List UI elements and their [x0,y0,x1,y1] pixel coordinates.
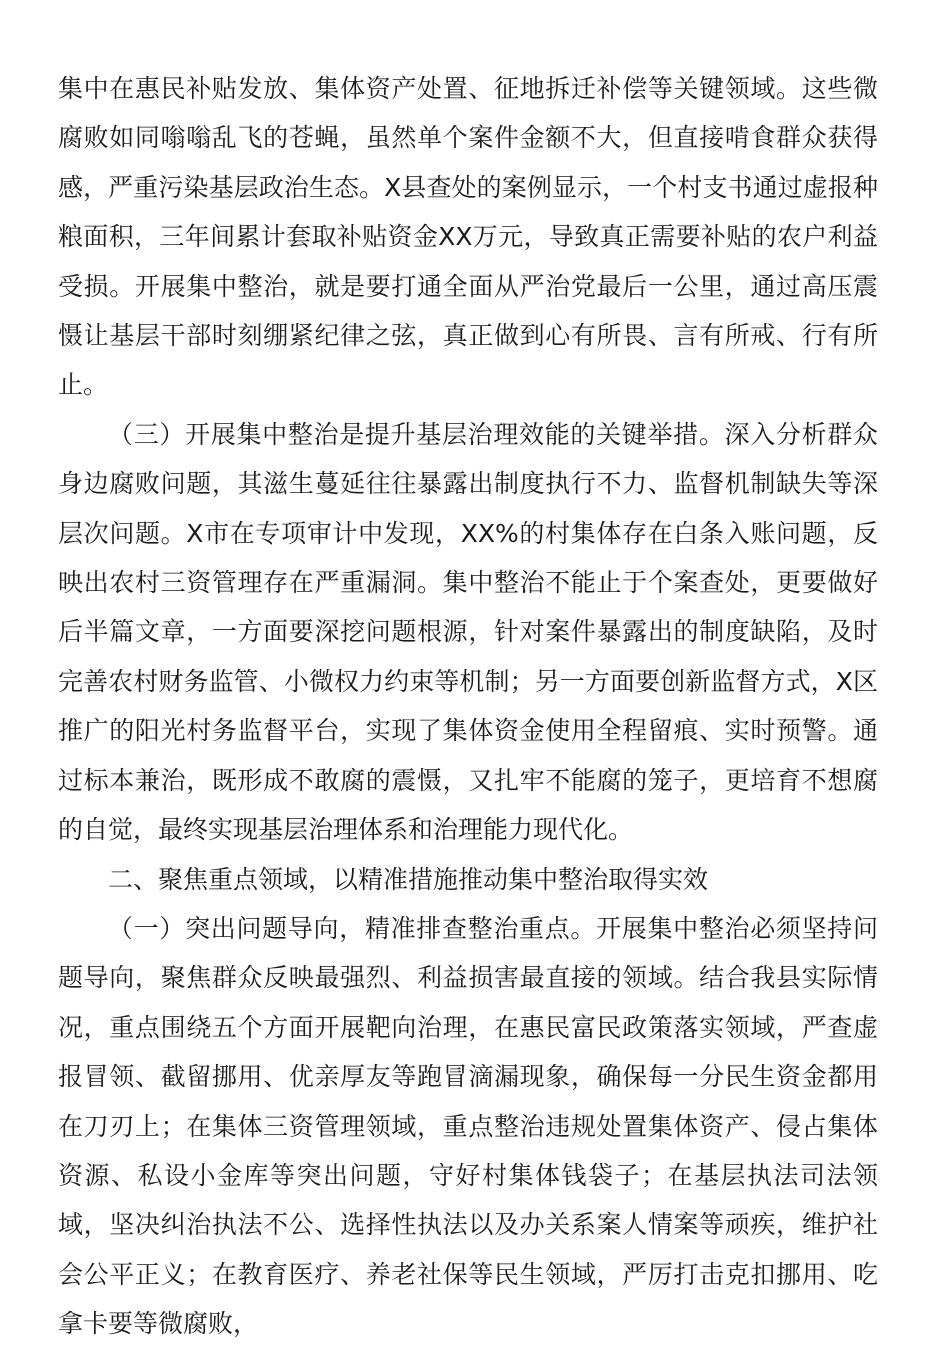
document-page [58,64,878,1349]
paragraph-section-2-1: （一）突出问题导向，精准排查整治重点。开展集中整治必须坚持问题导向，聚焦群众反映最强烈、利益损害最直接的领域。结合我县实际情况，重点围绕五个方面开展靶向治理，在惠民富民政策落实领域，严查虚报冒领、截留挪用、优亲厚友等跑冒滴漏现象，确保每一分民生资金都用在刀刃上；在集体三资管理领域，重点整治违规处置集体资产、侵占集体资源、私设小金库等突出问题，守好村集体钱袋子；在基层执法司法领域，坚决纠治执法不公、选择性执法以及办关系案人情案等顽疾，维护社会公平正义；在教育医疗、养老社保等民生领域，严厉打击克扣挪用、吃拿卡要等微腐败， [58,913,878,1339]
paragraph-continuation: 集中在惠民补贴发放、集体资产处置、征地拆迁补偿等关键领域。这些微腐败如同嗡嗡乱飞的苍蝇，虽然单个案件金额不大，但直接啃食群众获得感，严重污染基层政治生态。X县查处的案例显示，一个村支书通过虚报种粮面积，三年间累计套取补贴资金XX万元，导致真正需要补贴的农户利益受损。开展集中整治，就是要打通全面从严治党最后一公里，通过高压震慑让基层干部时刻绷紧纪律之弦，真正做到心有所畏、言有所戒、行有所止。 [58,74,878,400]
section-heading-2: 二、聚焦重点领域，以精准措施推动集中整治取得实效 [108,864,709,894]
paragraph-section-1-3: （三）开展集中整治是提升基层治理效能的关键举措。深入分析群众身边腐败问题，其滋生蔓延往往暴露出制度执行不力、监督机制缺失等深层次问题。X市在专项审计中发现，XX%的村集体存在白条入账问题，反映出农村三资管理存在严重漏洞。集中整治不能止于个案查处，更要做好后半篇文章，一方面要深挖问题根源，针对案件暴露出的制度缺陷，及时完善农村财务监管、小微权力约束等机制；另一方面要创新监督方式，X区推广的阳光村务监督平台，实现了集体资金使用全程留痕、实时预警。通过标本兼治，既形成不敢腐的震慑，又扎牢不能腐的笼子，更培育不想腐的自觉，最终实现基层治理体系和治理能力现代化。 [58,419,878,845]
